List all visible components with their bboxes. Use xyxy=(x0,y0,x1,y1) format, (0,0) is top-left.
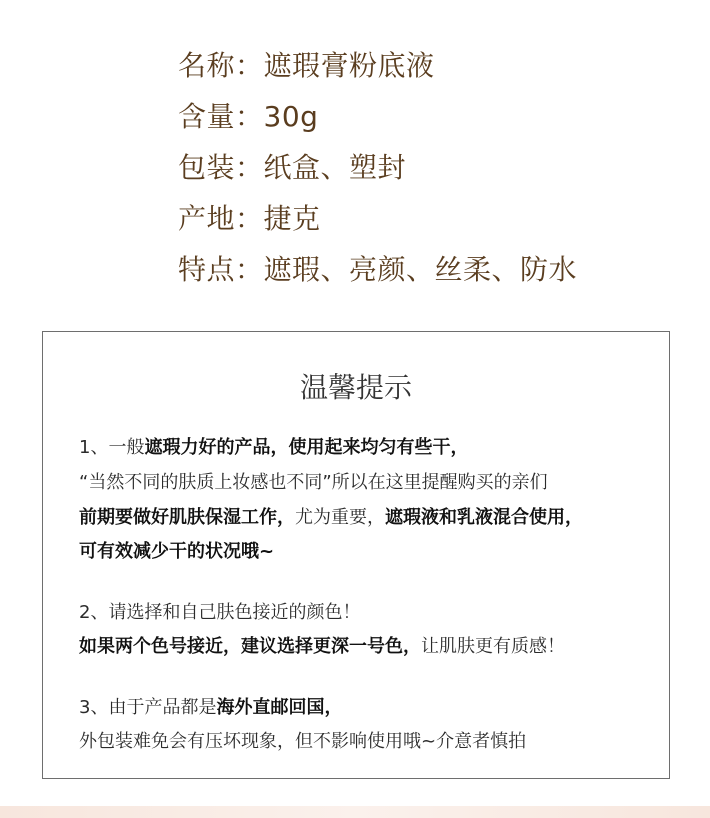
notice-p1-bold: 遮瑕力好的产品，使用起来均匀有些干， xyxy=(144,437,469,458)
notice-p3-line2: 外包装难免会有压坏现象，但不影响使用哦~介意者慎拍 xyxy=(79,731,527,752)
notice-p3-prefix: 3、由于产品都是 xyxy=(79,697,217,718)
notice-p1-line2: “当然不同的肤质上妆感也不同”所以在这里提醒购买的亲们 xyxy=(79,472,548,493)
notice-p2-line2 xyxy=(79,632,565,658)
product-specs xyxy=(178,40,577,295)
notice-p1-line3 xyxy=(79,503,583,529)
spec-packaging: 包装：纸盒、塑封 xyxy=(178,151,407,184)
notice-title: 温馨提示 xyxy=(299,371,412,404)
notice-p3-bold: 海外直邮回国， xyxy=(216,697,343,718)
notice-p1-line3-normal: 尤为重要， xyxy=(295,507,385,528)
notice-p2-bold: 如果两个色号接近，建议选择更深一号色， xyxy=(79,636,421,657)
notice-p1-line4: 可有效减少干的状况哦~ xyxy=(79,541,275,562)
notice-p1-line1 xyxy=(79,433,468,459)
notice-p1-line3-bold1: 前期要做好肌肤保湿工作， xyxy=(79,507,295,528)
notice-p1-prefix: 1、一般 xyxy=(79,437,145,458)
notice-box xyxy=(42,331,670,779)
notice-p1-line3-bold2: 遮瑕液和乳液混合使用， xyxy=(385,507,583,528)
spec-volume: 含量：30g xyxy=(178,100,319,133)
notice-p2-line1: 2、请选择和自己肤色接近的颜色！ xyxy=(79,602,361,623)
bottom-decor-strip xyxy=(0,806,710,818)
notice-p3-line1 xyxy=(79,693,342,719)
notice-p2-normal: 让肌肤更有质感！ xyxy=(421,636,565,657)
spec-features: 特点：遮瑕、亮颜、丝柔、防水 xyxy=(178,253,578,286)
spec-origin: 产地：捷克 xyxy=(178,202,321,235)
spec-name: 名称：遮瑕膏粉底液 xyxy=(178,49,435,82)
